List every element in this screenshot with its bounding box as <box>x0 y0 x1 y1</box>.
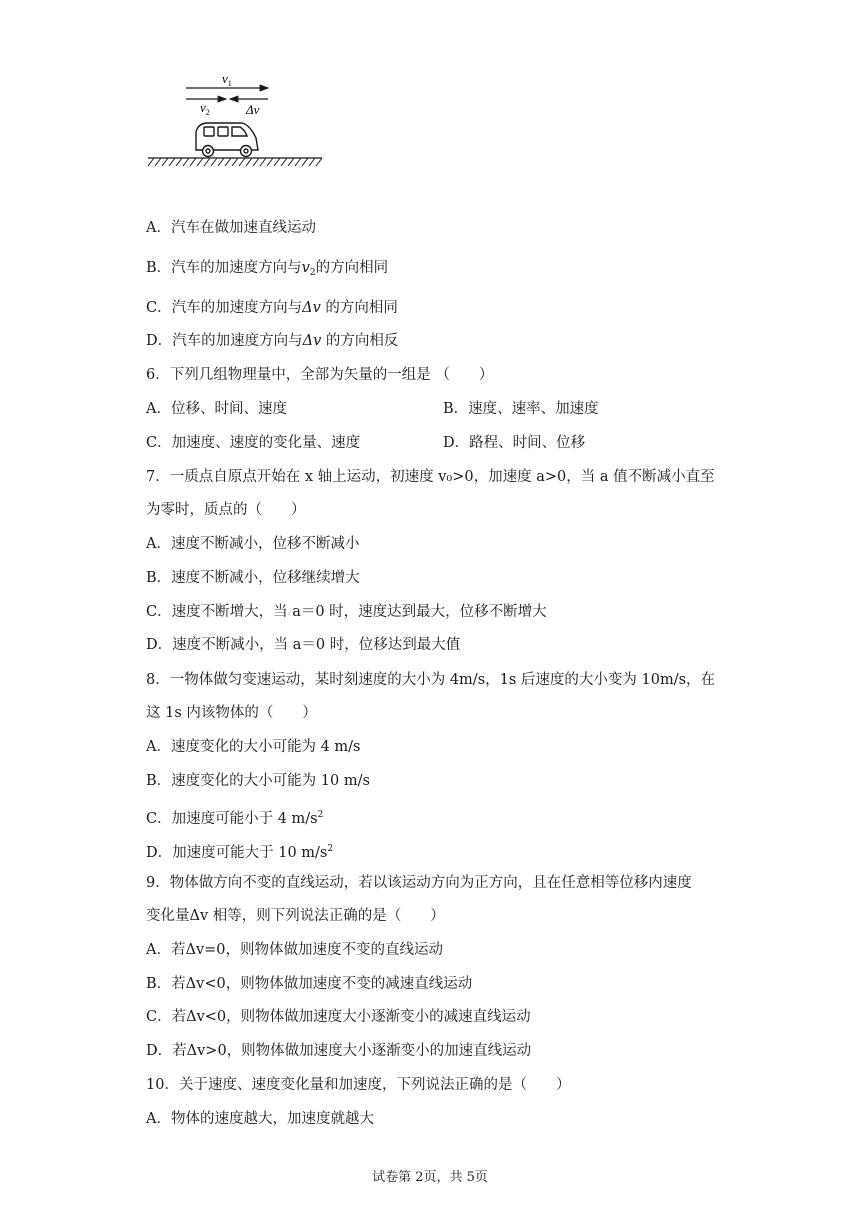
q6-option-b: B．速度、速率、加速度 <box>443 401 599 417</box>
q9-stem-line-1: 9．物体做方向不变的直线运动，若以该运动方向为正方向，且在任意相等位移内速度 <box>146 875 692 891</box>
q5-option-a: A．汽车在做加速直线运动 <box>146 220 316 236</box>
q7-option-c: C．速度不断增大，当 a＝0 时，速度达到最大，位移不断增大 <box>146 604 547 620</box>
q5-option-c: C．汽车的加速度方向与Δv 的方向相同 <box>146 300 398 316</box>
q6-option-a: A．位移、时间、速度 <box>146 401 287 417</box>
q7-option-d: D．速度不断减小，当 a＝0 时，位移达到最大值 <box>146 637 461 653</box>
q8-option-d: D．加速度可能大于 10 $m/s^2$ <box>146 844 334 861</box>
q6-option-c: C．加速度、速度的变化量、速度 <box>146 435 361 451</box>
q9-option-b: B．若Δv<0，则物体做加速度不变的减速直线运动 <box>146 976 473 992</box>
q9-option-a: A．若Δv=0，则物体做加速度不变的直线运动 <box>146 942 444 958</box>
q5-option-d: D．汽车的加速度方向与Δv 的方向相反 <box>146 333 399 349</box>
q8-stem-line-2: 这 1s 内该物体的（ ） <box>146 705 317 721</box>
q10-option-a: A．物体的速度越大，加速度就越大 <box>146 1111 374 1127</box>
v1-label: $v_1$ <box>222 71 232 88</box>
q10-stem: 10．关于速度、速度变化量和加速度，下列说法正确的是（ ） <box>146 1077 571 1093</box>
q8-option-c: C．加速度可能小于 4 $m/s^2$ <box>146 810 324 827</box>
page-footer: 试卷第 2页，共 5页 <box>372 1170 488 1185</box>
q8-stem-line-1: 8．一物体做匀变速运动，某时刻速度的大小为 4m/s，1s 后速度的大小变为 10m/s，在 <box>146 672 716 688</box>
q9-option-d: D．若Δv>0，则物体做加速度大小逐渐变小的加速直线运动 <box>146 1043 532 1059</box>
q8-option-a: A．速度变化的大小可能为 4 m/s <box>146 739 361 755</box>
q8-option-b: B．速度变化的大小可能为 10 m/s <box>146 773 370 789</box>
q6-row-1 <box>146 399 746 419</box>
car-icon <box>196 123 258 157</box>
q7-stem-line-2: 为零时，质点的（ ） <box>146 502 306 518</box>
q5-option-b: B．汽车的加速度方向与$v_2$的方向相同 <box>146 260 389 278</box>
velocity-diagram <box>146 68 326 172</box>
dv-label: Δv <box>246 102 260 117</box>
q7-option-b: B．速度不断减小，位移继续增大 <box>146 570 360 586</box>
q6-row-2 <box>146 433 746 453</box>
q9-stem-line-2: 变化量Δv 相等，则下列说法正确的是（ ） <box>146 908 445 924</box>
q9-option-c: C．若Δv<0，则物体做加速度大小逐渐变小的减速直线运动 <box>146 1009 531 1025</box>
q6-option-d: D．路程、时间、位移 <box>443 435 586 451</box>
q6-stem: 6．下列几组物理量中，全部为矢量的一组是 （ ） <box>146 367 494 383</box>
q7-option-a: A．速度不断减小，位移不断减小 <box>146 536 360 552</box>
v2-label: $v_2$ <box>200 100 210 117</box>
q7-stem-line-1: 7．一质点自原点开始在 x 轴上运动，初速度 v₀>0，加速度 a>0，当 a 值不断减小直至 <box>146 469 715 485</box>
